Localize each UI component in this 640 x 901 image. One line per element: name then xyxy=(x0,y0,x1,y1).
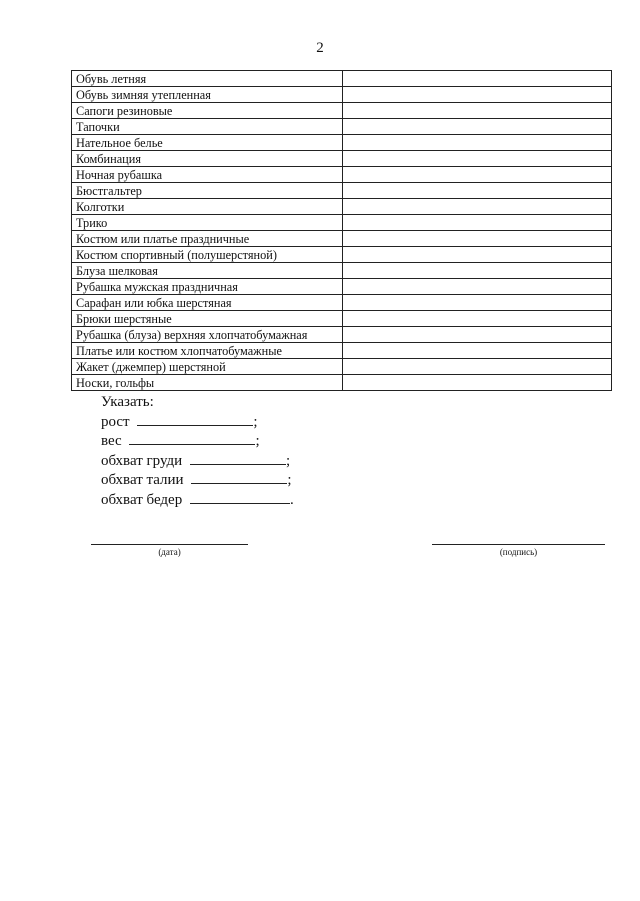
field-hips xyxy=(101,490,294,510)
table-row xyxy=(72,375,612,391)
specify-heading: Указать: xyxy=(101,394,154,410)
table-row xyxy=(72,103,612,119)
table-row xyxy=(72,343,612,359)
item-name-cell: Сапоги резиновые xyxy=(72,103,343,119)
item-value-cell[interactable] xyxy=(343,103,612,119)
item-name-cell: Брюки шерстяные xyxy=(72,311,343,327)
item-value-cell[interactable] xyxy=(343,311,612,327)
field-height xyxy=(101,412,294,432)
specify-section xyxy=(101,394,294,509)
field-weight xyxy=(101,431,294,451)
weight-blank[interactable] xyxy=(129,431,255,445)
item-name-cell: Ночная рубашка xyxy=(72,167,343,183)
table-row xyxy=(72,311,612,327)
table-row xyxy=(72,247,612,263)
item-name-cell: Рубашка (блуза) верхняя хлопчатобумажная xyxy=(72,327,343,343)
item-value-cell[interactable] xyxy=(343,263,612,279)
item-name-cell: Нательное белье xyxy=(72,135,343,151)
waist-blank[interactable] xyxy=(191,470,287,484)
item-name-cell: Костюм или платье праздничные xyxy=(72,231,343,247)
field-label: обхват бедер xyxy=(101,491,183,508)
hips-blank[interactable] xyxy=(190,490,290,504)
item-value-cell[interactable] xyxy=(343,71,612,87)
field-label: рост xyxy=(101,413,130,430)
table-row xyxy=(72,151,612,167)
table-row xyxy=(72,199,612,215)
table-row xyxy=(72,215,612,231)
item-name-cell: Жакет (джемпер) шерстяной xyxy=(72,359,343,375)
item-value-cell[interactable] xyxy=(343,247,612,263)
table-row xyxy=(72,119,612,135)
item-name-cell: Комбинация xyxy=(72,151,343,167)
item-value-cell[interactable] xyxy=(343,135,612,151)
page-number: 2 xyxy=(316,40,324,56)
table-row xyxy=(72,135,612,151)
field-end: ; xyxy=(285,452,291,469)
table-row xyxy=(72,71,612,87)
field-label: обхват груди xyxy=(101,452,183,469)
field-chest xyxy=(101,451,294,471)
item-value-cell[interactable] xyxy=(343,279,612,295)
item-name-cell: Обувь зимняя утепленная xyxy=(72,87,343,103)
item-value-cell[interactable] xyxy=(343,119,612,135)
table-row xyxy=(72,167,612,183)
item-value-cell[interactable] xyxy=(343,167,612,183)
item-name-cell: Блуза шелковая xyxy=(72,263,343,279)
item-name-cell: Платье или костюм хлопчатобумажные xyxy=(72,343,343,359)
item-name-cell: Тапочки xyxy=(72,119,343,135)
table-row xyxy=(72,279,612,295)
item-value-cell[interactable] xyxy=(343,231,612,247)
chest-blank[interactable] xyxy=(190,451,286,465)
field-end: ; xyxy=(253,413,258,430)
item-name-cell: Бюстгальтер xyxy=(72,183,343,199)
item-value-cell[interactable] xyxy=(343,183,612,199)
clothing-table xyxy=(71,70,612,391)
item-name-cell: Костюм спортивный (полушерстяной) xyxy=(72,247,343,263)
table-row xyxy=(72,183,612,199)
field-end: ; xyxy=(255,433,260,449)
table-row xyxy=(72,327,612,343)
field-label: вес xyxy=(101,433,122,449)
date-line[interactable] xyxy=(91,544,248,545)
item-name-cell: Трико xyxy=(72,215,343,231)
item-value-cell[interactable] xyxy=(343,343,612,359)
date-label: (дата) xyxy=(158,547,181,557)
table-row xyxy=(72,231,612,247)
item-name-cell: Сарафан или юбка шерстяная xyxy=(72,295,343,311)
item-value-cell[interactable] xyxy=(343,359,612,375)
item-value-cell[interactable] xyxy=(343,151,612,167)
field-waist xyxy=(101,470,294,490)
signature-line[interactable] xyxy=(432,544,605,545)
item-name-cell: Рубашка мужская праздничная xyxy=(72,279,343,295)
item-value-cell[interactable] xyxy=(343,295,612,311)
item-value-cell[interactable] xyxy=(343,87,612,103)
field-label: обхват талии xyxy=(101,472,184,488)
item-name-cell: Обувь летняя xyxy=(72,71,343,87)
item-value-cell[interactable] xyxy=(343,327,612,343)
height-blank[interactable] xyxy=(137,412,253,426)
item-value-cell[interactable] xyxy=(343,199,612,215)
signature-label: (подпись) xyxy=(499,547,538,557)
field-end: ; xyxy=(287,472,292,488)
item-name-cell: Колготки xyxy=(72,199,343,215)
table-row xyxy=(72,295,612,311)
table-row xyxy=(72,87,612,103)
item-name-cell: Носки, гольфы xyxy=(72,375,343,391)
field-end: . xyxy=(289,491,294,508)
item-value-cell[interactable] xyxy=(343,375,612,391)
table-row xyxy=(72,263,612,279)
table-row xyxy=(72,359,612,375)
item-value-cell[interactable] xyxy=(343,215,612,231)
